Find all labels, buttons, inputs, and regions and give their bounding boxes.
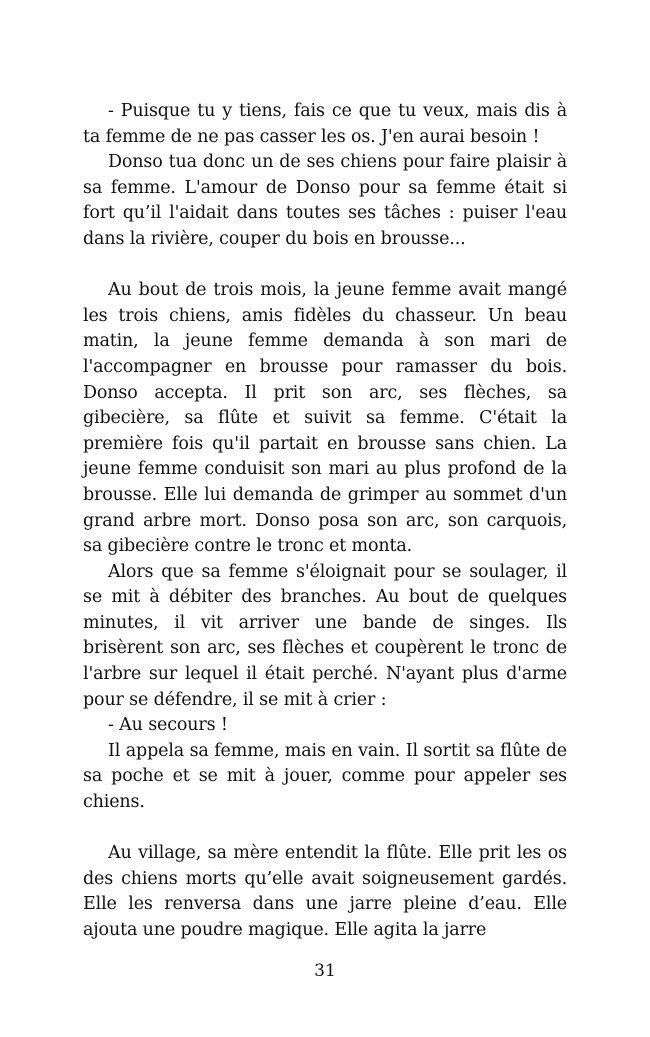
paragraph-1: - Puisque tu y tiens, fais ce que tu veux, mais dis à ta femme de ne pas casser les os. J'en aurai besoin ! <box>83 101 567 147</box>
paragraph-gap <box>83 816 567 842</box>
paragraph-2: Donso tua donc un de ses chiens pour faire plaisir à sa femme. L'amour de Donso pour sa femme était si fort qu’il l'aidait dans toutes ses tâches : puiser l'eau dans la rivière, couper du bois en brousse... <box>83 152 567 249</box>
paragraph-4: Alors que sa femme s'éloignait pour se soulager, il se mit à débiter des branches. Au bout de quelques minutes, il vit arriver une bande de singes. Ils brisèrent son arc, ses flèches et coupèrent le tronc de l'arbre sur lequel il était perché. N'ayant plus d'arme pour se défendre, il se mit à crier : <box>83 561 567 710</box>
page-number: 31 <box>314 961 336 981</box>
paragraph-3: Au bout de trois mois, la jeune femme avait mangé les trois chiens, amis fidèles du chasseur. Un beau matin, la jeune femme demanda à son mari de l'accompagner en brousse pour ramasser du bois. Donso accepta. Il prit son arc, ses flèches, sa gibecière, sa flûte et suivit sa femme. C'était la première fois qu'il partait en brousse sans chien. La jeune femme conduisit son mari au plus profond de la brousse. Elle lui demanda de grimper au sommet d'un grand arbre mort. Donso posa son arc, son carquois, sa gibecière contre le tronc et monta. <box>83 280 567 557</box>
paragraph-7: Au village, sa mère entendit la flûte. Elle prit les os des chiens morts qu’elle avait soigneusement gardés. Elle les renversa dans une jarre pleine d’eau. Elle ajouta une poudre magique. Elle agita la jarre <box>83 843 567 940</box>
page-body <box>83 99 567 944</box>
paragraph-5: - Au secours ! <box>108 715 228 736</box>
paragraph-gap <box>83 253 567 279</box>
paragraph-6: Il appela sa femme, mais en vain. Il sortit sa flûte de sa poche et se mit à jouer, comme pour appeler ses chiens. <box>83 740 567 813</box>
